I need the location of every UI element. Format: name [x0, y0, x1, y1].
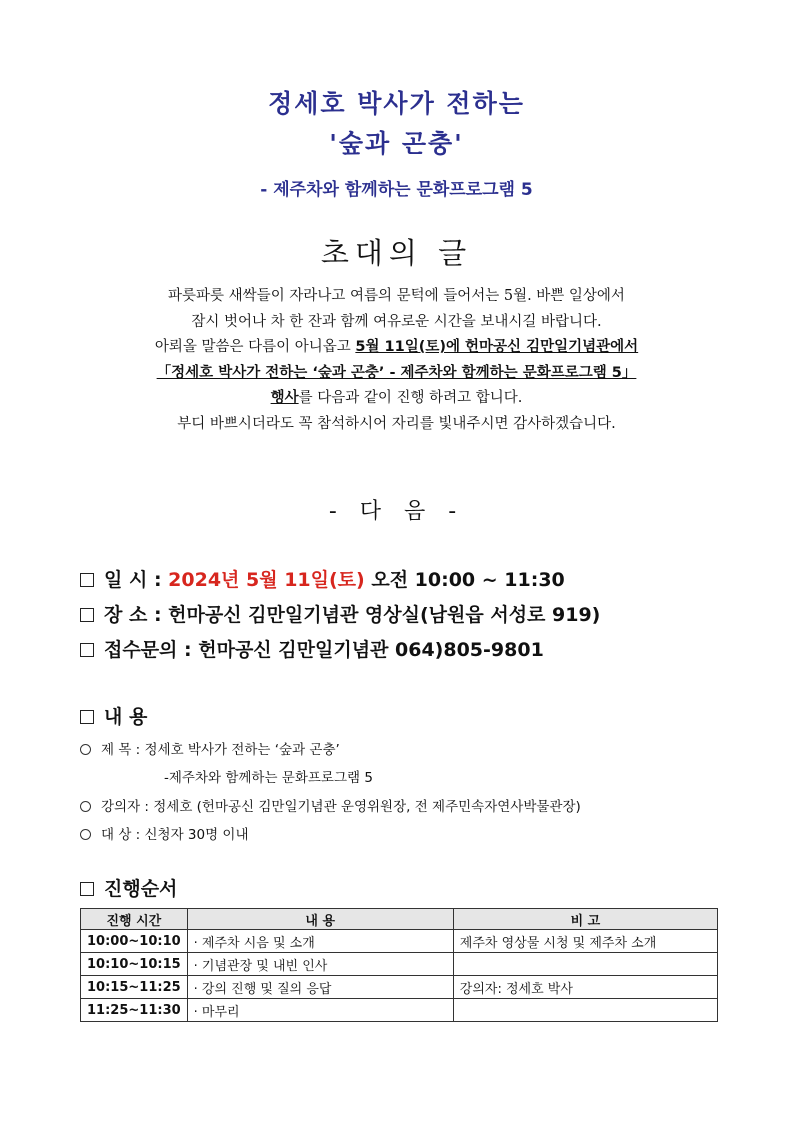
- schedule-table: [80, 908, 718, 1022]
- place-row: [80, 600, 600, 627]
- checkbox-square-icon: [80, 573, 94, 587]
- target-text: 대 상 : 신청자 30명 이내: [101, 827, 249, 843]
- title-line-2: '숲과 곤충': [329, 129, 464, 158]
- table-header-row: [81, 909, 718, 930]
- subject-continuation: -제주차와 함께하는 문화프로그램 5: [164, 770, 373, 786]
- date-label: 일 시 :: [104, 569, 169, 591]
- column-header-time: 진행 시간: [81, 909, 188, 930]
- circle-bullet-icon: [80, 744, 91, 755]
- cell-content: · 강의 진행 및 질의 응답: [187, 976, 453, 999]
- event-time: 오전 10:00 ~ 11:30: [364, 569, 565, 591]
- table-row: [81, 953, 718, 976]
- checkbox-square-icon: [80, 710, 94, 724]
- invitation-text: 를 다음과 같이 진행 하려고 합니다.: [298, 390, 523, 407]
- cell-content: · 제주차 시음 및 소개: [187, 930, 453, 953]
- lecturer-text: 강의자 : 정세호 (헌마공신 김만일기념관 운영위원장, 전 제주민속자연사박물관장): [101, 799, 581, 815]
- table-row: [81, 976, 718, 999]
- cell-time: 10:00~10:10: [81, 930, 188, 953]
- invitation-line: [60, 335, 733, 361]
- cell-note: 제주차 영상물 시청 및 제주차 소개: [453, 930, 717, 953]
- invitation-text: 아뢰올 말씀은 다름이 아니옵고: [154, 339, 356, 356]
- cell-time: 10:10~10:15: [81, 953, 188, 976]
- target-line: [80, 823, 249, 843]
- cell-time: 10:15~11:25: [81, 976, 188, 999]
- contact-value: 헌마공신 김만일기념관 064)805-9801: [198, 639, 544, 661]
- invitation-line: 부디 바쁘시더라도 꼭 참석하시어 자리를 빛내주시면 감사하겠습니다.: [177, 415, 616, 432]
- checkbox-square-icon: [80, 643, 94, 657]
- cell-note: [453, 999, 717, 1022]
- invitation-title: 초대의 글: [320, 236, 473, 270]
- place-label: 장 소 :: [104, 604, 169, 626]
- invitation-body: [60, 284, 733, 438]
- contact-label: 접수문의 :: [104, 639, 199, 661]
- invitation-line: 잠시 벗어나 차 한 잔과 함께 여유로운 시간을 보내시길 바랍니다.: [191, 313, 602, 330]
- schedule-heading: [80, 874, 177, 901]
- column-header-note: 비 고: [453, 909, 717, 930]
- subject-line: [80, 738, 340, 758]
- event-word: 행사: [270, 390, 299, 407]
- content-heading: [80, 702, 147, 729]
- checkbox-square-icon: [80, 608, 94, 622]
- cell-note: [453, 953, 717, 976]
- date-row: [80, 565, 565, 592]
- table-row: [81, 999, 718, 1022]
- checkbox-square-icon: [80, 882, 94, 896]
- column-header-content: 내 용: [187, 909, 453, 930]
- subject-text: 제 목 : 정세호 박사가 전하는 ‘숲과 곤충’: [101, 742, 340, 758]
- content-heading-text: 내 용: [104, 706, 148, 728]
- contact-row: [80, 635, 544, 662]
- table-row: [81, 930, 718, 953]
- cell-time: 11:25~11:30: [81, 999, 188, 1022]
- lecturer-line: [80, 795, 581, 815]
- event-date-place: 5월 11일(토)에 헌마공신 김만일기념관에서: [355, 339, 639, 356]
- subtitle: - 제주차와 함께하는 문화프로그램 5: [260, 180, 533, 200]
- place-value: 헌마공신 김만일기념관 영상실(남원읍 서성로 919): [168, 604, 601, 626]
- circle-bullet-icon: [80, 801, 91, 812]
- cell-note: 강의자: 정세호 박사: [453, 976, 717, 999]
- title-line-1: 정세호 박사가 전하는: [268, 89, 525, 118]
- invitation-line: 파릇파릇 새싹들이 자라나고 여름의 문턱에 들어서는 5월. 바쁜 일상에서: [168, 288, 625, 304]
- event-date: 2024년 5월 11일(토): [168, 569, 365, 591]
- cell-content: · 기념관장 및 내빈 인사: [187, 953, 453, 976]
- invitation-line: [60, 386, 733, 412]
- schedule-heading-text: 진행순서: [104, 878, 178, 900]
- event-name: 「정세호 박사가 전하는 ‘숲과 곤충’ - 제주차와 함께하는 문화프로그램 5」: [156, 364, 637, 381]
- next-label: - 다 음 -: [328, 499, 465, 524]
- cell-content: · 마무리: [187, 999, 453, 1022]
- invitation-line: [60, 361, 733, 387]
- circle-bullet-icon: [80, 829, 91, 840]
